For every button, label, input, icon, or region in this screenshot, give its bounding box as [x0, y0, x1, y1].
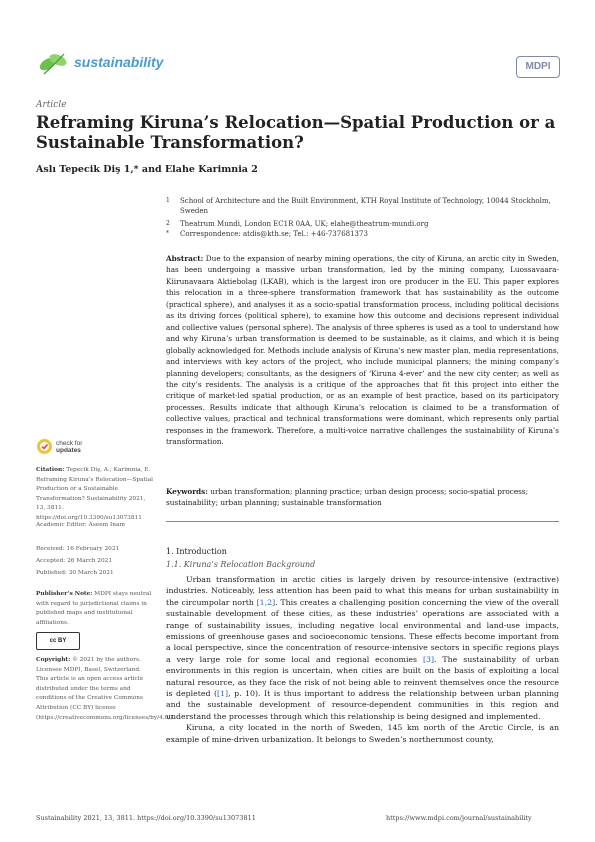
citation-link[interactable]: [1] — [217, 689, 229, 699]
body-text — [166, 574, 559, 745]
paragraph-1 — [166, 574, 559, 722]
text-run: , p. 10). It is thus important to address the relationship between urban planning and the sustainable development of resource-dependent communities in this region and understand the processes through which this relationship is being designed and implemented. — [166, 689, 560, 721]
published-date: Published: 30 March 2021 — [36, 570, 114, 576]
received-date: Received: 16 February 2021 — [36, 546, 120, 552]
copyright-label: Copyright: — [36, 657, 71, 663]
affiliation-number: 2 — [166, 220, 170, 227]
journal-logo-icon — [36, 48, 70, 82]
mdpi-logo[interactable]: MDPI — [516, 56, 560, 78]
subsection-heading: 1.1. Kiruna’s Relocation Background — [166, 560, 316, 569]
affiliation-text[interactable]: Theatrum Mundi, London EC1R 0AA, UK; elahe@theatrum-mundi.org — [180, 220, 429, 228]
copyright-text[interactable]: © 2021 by the authors. Licensee MDPI, Basel, Switzerland. This article is an open access article distributed under the terms and conditions of the Creative Commons Attribution (CC BY) license (https://creativecommons.org/licenses/by/4.0/). — [36, 657, 175, 721]
divider — [166, 521, 559, 522]
citation-label: Citation: — [36, 467, 65, 473]
article-title: Reframing Kiruna’s Relocation—Spatial Production or a Sustainable Transformation? — [36, 113, 556, 152]
abstract — [166, 253, 559, 448]
citation-link[interactable]: [1,2] — [256, 597, 276, 607]
cc-license-badge[interactable]: cc BY — [36, 632, 80, 650]
affiliation-text: School of Architecture and the Built Environment, KTH Royal Institute of Technology, 10044 Stockholm, Sweden — [180, 197, 551, 215]
article-type: Article — [36, 100, 67, 110]
citation-link[interactable]: [3] — [422, 654, 435, 664]
citation — [36, 466, 154, 524]
keywords-text: urban transformation; planning practice; urban design process; socio-spatial process; sustainability; urban planning; sustainable transformation — [166, 487, 529, 508]
keywords — [166, 486, 559, 509]
check-text-line1: check for — [56, 440, 83, 447]
publisher-note — [36, 590, 154, 628]
abstract-label: Abstract: — [166, 254, 204, 263]
check-for-updates-icon[interactable] — [36, 438, 53, 459]
footer-journal-url[interactable]: https://www.mdpi.com/journal/sustainability — [386, 814, 532, 822]
publisher-note-label: Publisher’s Note: — [36, 591, 93, 597]
keywords-label: Keywords: — [166, 487, 208, 496]
check-for-updates-button[interactable] — [56, 440, 82, 454]
academic-editor: Academic Editor: Aseem Inam — [36, 522, 125, 528]
text-run: Urban transformation in arctic cities is largely driven by resource-intensive (extractive) industries. Noticeably, less attention has been paid to what this means for urban sustainability in the circumpolar north — [166, 575, 559, 607]
accepted-date: Accepted: 26 March 2021 — [36, 558, 113, 564]
affiliation-number: * — [166, 230, 169, 237]
text-run: . This creates a challenging position concerning the view of the overall sustainable development of these cities, as these industries’ operations are associated with a range of sustainability issues, including negative local environmental and land-use impacts, emissions of greenhouse gases and socioeconomic tensions. These effects become important from a local perspective, since the concentration of resource-intensive sectors in specific regions plays a very large role for some local and regional economies — [166, 597, 559, 664]
author-list: Aslı Tepecik Diş 1,* and Elahe Karimnia 2 — [36, 164, 258, 175]
affiliation-text[interactable]: Correspondence: atdis@kth.se; Tel.: +46-737681373 — [180, 230, 368, 238]
publisher-note-text: MDPI stays neutral with regard to jurisdictional claims in published maps and institutional affiliations. — [36, 591, 152, 626]
paragraph-2: Kiruna, a city located in the north of Sweden, 145 km north of the Arctic Circle, is an example of mine-driven urbanization. It belongs to Sweden’s northernmost county, — [166, 723, 559, 744]
footer-citation[interactable]: Sustainability 2021, 13, 3811. https://doi.org/10.3390/su13073811 — [36, 814, 256, 822]
affiliation-number: 1 — [166, 197, 170, 204]
abstract-text: Due to the expansion of nearby mining operations, the city of Kiruna, an arctic city in Sweden, has been undergoing a massive urban transformation, led by the mining company, Luossavaara-Kiirunavaara Aktiebolag (LKAB), which is the largest iron ore producer in the EU. This paper explores this relocation in a three-sphere transformation framework that has sustainability as the outcome (practical sphere), and analyses it as a socio-spatial transformation process, including political decisions as its driving forces (political sphere), to examine how this outcome and decisions represent individual and collective values (personal sphere). The analysis of three spheres is used as a tool to understand how and why Kiruna’s urban transformation is deemed to be sustainable, as it claims, and which it is being globally acknowledged for. Methods include analysis of Kiruna’s new master plan, media representations, and interviews with key actors of the project, who include municipal planners; the mining company’s planning developers; consultants, as the designers of ‘Kiruna 4-ever’ and the new city center; as well as the city’s residents. The analysis is a critique of the approaches that fit this project into either the critique of market-led spatial production, or as an example of best practice, based on its participatory processes. Results indicate that although Kiruna’s relocation is claimed to be a transformation of collective values, practical and technical transformations were dominant, which represents only partial responses in the framework. Therefore, a multi-voice narrative challenges the sustainability of Kiruna’s transformation. — [166, 254, 559, 447]
journal-name[interactable]: sustainability — [74, 54, 164, 70]
section-heading: 1. Introduction — [166, 547, 227, 556]
copyright — [36, 656, 175, 723]
citation-text[interactable]: Tepecik Diş, A.; Karimnia, E. Reframing Kiruna’s Relocation—Spatial Production or a Sustainable Transformation? Sustainability 2021, 13, 3811. https://doi.org/10.3390/su13073811 — [36, 467, 154, 521]
text-run: . The sustainability of urban environments in this region is uncertain, when cities are built on the basis of exploiting a local natural resource, as they face the risk of not being able to reinvent themselves once the resource is depleted ( — [166, 654, 560, 699]
check-text-line2: updates — [56, 447, 81, 454]
